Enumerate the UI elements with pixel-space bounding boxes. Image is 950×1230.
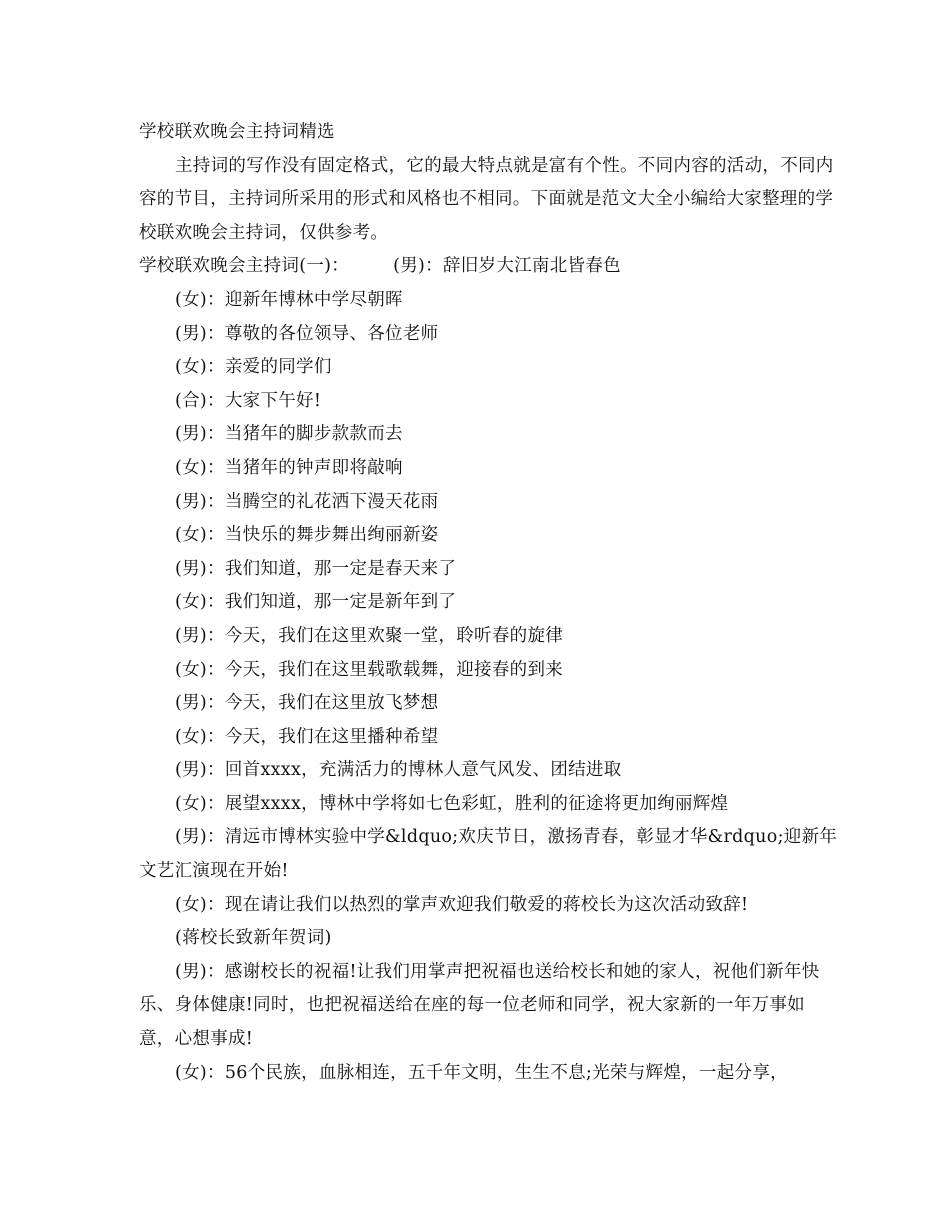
dialogue-line: (女)：今天，我们在这里播种希望 [175,726,439,747]
dialogue-line: (男)：今天，我们在这里欢聚一堂，聆听春的旋律 [175,625,564,646]
document-title: 学校联欢晚会主持词精选 [139,122,335,142]
dialogue-line: (女)：56个民族，血脉相连，五千年文明，生生不息;光荣与辉煌，一起分享， [175,1062,788,1083]
dialogue-line: (男)：感谢校长的祝福!让我们用掌声把祝福也送给校长和她的家人，祝他们新年快乐、身体健康!同时，也把祝福送给在座的每一位老师和同学，祝大家新的一年万事如意，心想事成! [139,961,820,1050]
dialogue-line: (女)：今天，我们在这里载歌载舞，迎接春的到来 [175,659,564,680]
dialogue-line: (女)：当快乐的舞步舞出绚丽新姿 [175,525,439,546]
section-heading: 学校联欢晚会主持词(一)： [139,256,350,277]
dialogue-line: (男)：清远市博林实验中学&ldquo;欢庆节日，激扬青春，彰显才华&rdquo;迎新年文艺汇演现在开始! [139,827,838,882]
first-dialogue-line: (男)：辞旧岁大江南北皆春色 [393,256,621,277]
dialogue-line: (女)：亲爱的同学们 [175,357,332,378]
dialogue-line: (男)：尊敬的各位领导、各位老师 [175,323,439,344]
dialogue-line: (蒋校长致新年贺词) [175,928,332,949]
dialogue-line: (女)：我们知道，那一定是新年到了 [175,592,457,613]
document-body [139,116,839,1090]
dialogue-line: (女)：当猪年的钟声即将敲响 [175,457,403,478]
dialogue-line: (男)：回首xxxx，充满活力的博林人意气风发、团结进取 [175,760,622,781]
dialogue-line: (男)：我们知道，那一定是春天来了 [175,558,457,579]
dialogue-line: (男)：今天，我们在这里放飞梦想 [175,693,439,714]
section-heading-line [139,250,839,284]
dialogue-line: (男)：当腾空的礼花洒下漫天花雨 [175,491,439,512]
dialogue-line: (女)：迎新年博林中学尽朝晖 [175,289,403,310]
intro-paragraph: 主持词的写作没有固定格式，它的最大特点就是富有个性。不同内容的活动，不同内容的节目，主持词所采用的形式和风格也不相同。下面就是范文大全小编给大家整理的学校联欢晚会主持词，仅供参考。 [139,155,834,243]
dialogue-line: (女)：展望xxxx，博林中学将如七色彩虹，胜利的征途将更加绚丽辉煌 [175,793,729,814]
dialogue-line: (合)：大家下午好! [175,390,322,411]
dialogue-line: (女)：现在请让我们以热烈的掌声欢迎我们敬爱的蒋校长为这次活动致辞! [175,894,749,915]
dialogue-line: (男)：当猪年的脚步款款而去 [175,424,403,445]
